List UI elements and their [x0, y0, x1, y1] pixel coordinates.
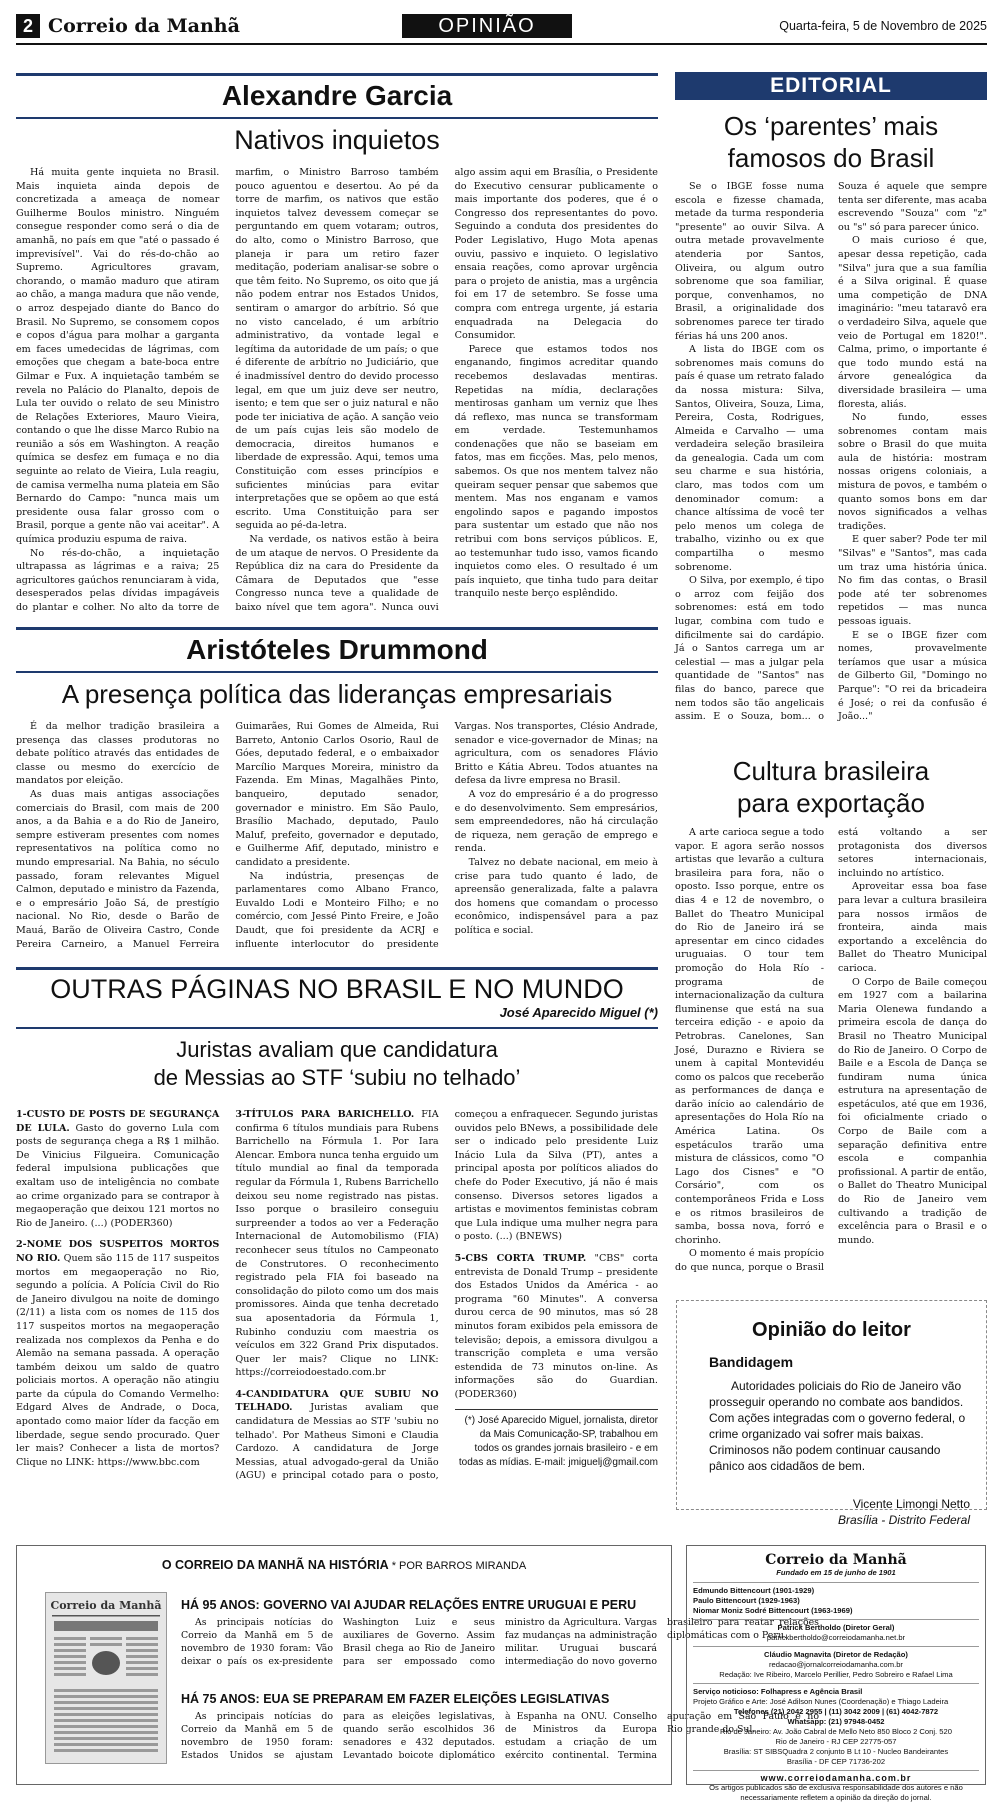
paragraph: O Silva, por exemplo, é tipo o arroz com feijão dos sobrenomes: está em todo lugar, combina com tudo e dificilmente sai do cardápio. Já o Santos carrega um ar celestial — mas a julgar pela quantidade de "Santos" nas filas do banco, parece que nem todos são tão angelicais assim. E o Souza, bom... o Souza é aquele que sempre tenta ser diferente, mas acaba escrevendo "Souza" com "z" ou "s" só para parecer único. — [675, 181, 987, 723]
page-number: 2 — [16, 14, 40, 38]
paragraph: Na verdade, os nativos estão à beira de um ataque de nervos. O Presidente da República diz na cara do Presidente da Câmara de Deputados que "esse Congresso nunca teve a qualidade de baixo nível que tem agora". Nunca ouvi algo assim aqui em Brasília, o Presidente do Executivo censurar publicamente o mais importante dos poderes, que é o Congresso dos representantes do povo. Seguindo a conduta dos presidentes do Poder Legislativo, Hugo Mota apenas ouviu, passivo e inquieto. O legislativo ensaia reações, como aprovar urgência para o projeto de anistia, mas a urgência foi em 17 de setembro. Se fosse uma compra com entrega urgente, já estaria enquadrada na Delegacia do Consumidor. — [235, 167, 658, 613]
brand-name: Correio da Manhã — [48, 15, 240, 37]
history-header — [17, 1558, 671, 1572]
history-entry-body — [181, 1616, 819, 1680]
news-item-body: Quem são 115 de 117 suspeitos mortos em megaoperação no Rio, segundo a polícia. A Polícia Civil do Rio de Janeiro divulgou na noite de domingo (2/11) a lista com os nomes de 115 dos 117 suspeitos mortos na megaoperação realizada nos complexos da Penha e do Alemão na semana passada. A operação também deixou um saldo de quatro policiais mortos. A operação não atingiu parte da cúpula do Comando Vermelho: Edgard Alves de Andrade, o Doca, apontado como maior líder da facção em liberdade, segue sendo procurado. Quer ler mais? Conhecer a lista de mortos? Clique no LINK: https://www.bbc.com — [16, 1252, 220, 1468]
graphic-design: Projeto Gráfico e Arte: José Adilson Nunes (Coordenação) e Thiago Ladeira — [693, 1697, 949, 1706]
paragraph: Se o IBGE fosse numa escola e fizesse chamada, metade da turma responderia "presente" ao ouvir Silva. A outra metade provavelmente atenderia por Santos, Oliveira, ou algum outro sobrenome que soa familiar, porque, convenhamos, no Brasil, a originalidade dos sobrenomes parece ter tirado férias há uns 200 anos. — [675, 181, 824, 342]
editor-in-chief: Cláudio Magnavita (Diretor de Redação) — [764, 1650, 908, 1659]
article-title-line1: Juristas avaliam que candidatura — [176, 1037, 498, 1062]
article-rule — [16, 627, 658, 630]
article-title-wrap — [16, 1036, 658, 1092]
history-entry-title: HÁ 95 ANOS: GOVERNO VAI AJUDAR RELAÇÕES ENTRE URUGUAI E PERU — [181, 1598, 637, 1612]
website-link[interactable]: www.correiodamanha.com.br — [760, 1773, 912, 1783]
newspaper-scan-icon — [46, 1593, 166, 1763]
paragraph: As principais notícias do Correio da Manhã em 5 de novembro de 1950 foram: Estados Unidos se ajustam para as eleições legislativas, quando serão escolhidos 36 senadores e 432 deputados. Levantado boicote diplomático à Espanha na ONU. Conselho de Ministros da Europa estudam a criação de um exército continental. Termina apuração em São Paulo e no Rio grande do Sul. — [181, 1711, 819, 1761]
editorial-title-wrap — [675, 110, 987, 174]
article-title-wrap — [16, 676, 658, 712]
reader-opinion-box — [676, 1300, 987, 1527]
founder: Paulo Bittencourt (1929-1963) — [693, 1596, 800, 1605]
news-service: Serviço noticioso: Folhapress e Agência Brasil — [693, 1687, 863, 1696]
phone-numbers: Telefones (21) 2042 2955 | (11) 3042 2009 | (61) 4042-7872 — [733, 1707, 939, 1716]
rio-address: Rio de Janeiro: Av. João Cabral de Mello Neto 850 Bloco 2 Conj. 520 — [720, 1727, 952, 1736]
page-header — [16, 14, 987, 42]
paragraph: Na indústria, presenças de parlamentares como Albano Franco, Euvaldo Lodi e Monteiro Filho; e no comércio, com Jessé Pinto Freire, e João Daudt, que foi presidente da ACRJ e influente interlocutor do presidente Vargas. Nos transportes, Clésio Andrade, senador e vice-governador de Minas; na agricultura, com os senadores Flávio Britto e Kátia Abreu. Todos atuantes na defesa da livre empresa no Brasil. — [235, 721, 658, 950]
news-item-head: 3-TÍTULOS PARA BARICHELLO. — [235, 1109, 415, 1120]
history-header-title: O CORREIO DA MANHÃ NA HISTÓRIA — [161, 1558, 389, 1572]
director-email: patrickbertholdo@correiodamanha.net.br — [766, 1633, 906, 1642]
article-title: A presença política das lideranças empresariais — [61, 679, 613, 709]
paragraph: Talvez no debate nacional, em meio à crise para tudo quanto é lado, de apreensão generalizada, falte a palavra dos homens que comandam o processo econômico, indispensável para a paz política e social. — [454, 856, 658, 936]
paragraph: As duas mais antigas associações comerciais do Brasil, com mais de 200 anos, a da Bahia e a do Rio de Janeiro, sempre estiveram presentes com nomes representativos na política como no mundo empresarial. Na Bahia, no século passado, foram relevantes Miguel Calmon, deputado e ministro da Fazenda, e o empresário João Sá, de prestígio nacional. No Rio, desde o Barão de Mauá, Barão de Oliveira Castro, Conde Pereira Carneiro, a Manuel Ferreira Guimarães, Rui Gomes de Almeida, Rui Barreto, Antonio Carlos Osorio, Raul de Góes, deputado federal, e o embaixador Marcílio Marques Moreira, ministro da Fazenda. Em Minas, Magalhães Pinto, banqueiro, deputado senador, governador e ministro. Em São Paulo, Brasílio Machado, deputado, Paulo Maluf, prefeito, governador e deputado, e Guilherme Afif, deputado, ministro e candidato a presidente. — [16, 721, 439, 950]
paragraph: É da melhor tradição brasileira a presença das classes produtoras no debate político através das entidades de classe ou mesmo do exercício de mandatos por eleição. — [16, 721, 220, 787]
article-rule — [16, 967, 658, 970]
reader-signature: Vicente Limongi Netto — [852, 1497, 970, 1511]
news-item — [16, 1238, 219, 1469]
paragraph: No fundo, esses sobrenomes contam mais sobre o Brasil do que muita aula de história: mostram nossas origens coloniais, a mistura de povos, e também o quanto somos bons em dar novos significados a velhas tradições. — [838, 412, 987, 532]
author-name: Alexandre Garcia — [221, 80, 453, 111]
article-title-wrap — [16, 122, 658, 158]
paragraph: Aproveitar essa boa fase para levar a cultura brasileira para nossos irmãos de fronteira, ainda mais exportando a excelência do Ballet do Theatro Municipal carioca. — [838, 881, 987, 974]
paragraph: O momento é mais propício do que nunca, porque o Brasil está voltando a ser protagonista dos diversos setores internacionais, incluindo no artístico. — [675, 827, 987, 1273]
founder: Edmundo Bittencourt (1901-1929) — [693, 1586, 815, 1595]
article-aristoteles-drummond — [16, 633, 658, 667]
author-name: Aristóteles Drummond — [186, 634, 488, 665]
news-item-body: "CBS" corta entrevista de Donald Trump – presidente dos Estados Unidos da América - ao programa "60 Minutes". A conversa durou cerca de 90 minutos, mas só 28 minutos foram exibidos pela emissora de televisão; depois, a emissora divulgou a transcrição completa e uma versão estendida de 73 minutos on-line. As informações são do Guardian. (PODER360) — [454, 1252, 658, 1400]
editorial-body — [675, 180, 987, 745]
archive-front-page-image — [45, 1592, 167, 1764]
paragraph: Parece que estamos todos nos enganando, fingimos acreditar quando recebemos deslavadas mentiras. Repetidas na mídia, declarações mentirosas ganham um verniz que lhes dá reflexo, mas nunca se transformam em verdade. Testemunhamos condenações que não se baseiam em fatos, mas em ficções. Mas, pelo menos, sabemos. Os que nos mentem talvez não queiram sequer pensar que sabemos que mentem. Mas nos enganam e vamos engolindo sapos e pagando impostos para sustentar um estado que não nos retribui com bons serviços públicos. E, ao testemunhar tudo isso, vamos ficando inquietos como eles. O resultado é um país inquieto, que tinha tudo para deitar tranquilo neste berço esplêndido. — [454, 343, 658, 600]
news-item-body: Gasto do governo Lula com posts de segurança chega a R$ 1 milhão. De Vinicius Filgueira. Comunicação federal impulsiona publicações que exaltam uso de inteligência no combate ao crime organizado para se contrapor à megaoperação que deixou 121 mortos no Rio de Janeiro. (...) (PODER360) — [16, 1122, 220, 1229]
news-item-head: 4-CANDIDATURA QUE SUBIU NO TELHADO. — [235, 1388, 439, 1414]
paragraph: As principais notícias do Correio da Manhã em 5 de novembro de 1930 foram: Vão deixar o país os ex-presidente Washington Luiz e seus auxiliares de Governo. Assim Brasil chega ao Rio de Janeiro para ser empossado como ministro da Agricultura. Vargas faz mudanças na administração militar. Uruguai buscará intermediação do novo governo brasileiro para reatar relações diplomáticas com o Peru. — [181, 1617, 819, 1667]
editorial-title: Os ‘parentes’ mais famosos do Brasil — [723, 111, 939, 173]
publication-date: Quarta-feira, 5 de Novembro de 2025 — [779, 19, 987, 33]
brasilia-cep: Brasília - DF CEP 71736-202 — [786, 1757, 886, 1766]
paragraph: O Corpo de Baile começou em 1927 com a bailarina Maria Olenewa fundando a primeira escola de dança do Brasil no Theatro Municipal do Rio de Janeiro. O Corpo de Baile e a Escola de Dança se fundiram numa única estrutura na apresentação de espetáculos, até que em 1936, foi oficialmente criado o Corpo de Baile com a separação definitiva entre escola e companhia profissional. A partir de então, o Ballet do Theatro Municipal do Rio de Janeiro vem cultivando a tradição de excelência para o Brasil e o mundo. — [838, 976, 987, 1246]
cultura-body — [675, 826, 987, 1281]
whatsapp: Whatsapp: (21) 97948-0452 — [787, 1717, 885, 1726]
paragraph: O mais curioso é que, apesar dessa repetição, cada "Silva" jura que a sua família é a Silva original. É quase uma competição de DNA imaginário: "meu tataravô era o verdadeiro Silva, aquele que veio de Portugal em 1820!". Calma, primo, o importante é que todo mundo está na árvore genealógica da diversidade brasileira — uma floresta, aliás. — [838, 235, 987, 410]
paragraph: A arte carioca segue a todo vapor. E agora serão nossos artistas que levarão a cultura brasileira para fora, não o oposto. Isso porque, entre os dias 4 e 12 de novembro, o Ballet do Theatro Municipal do Rio de Janeiro irá se apresentar em cinco cidades uruguaias. O tour tem promoção do Hola Río - programa de internacionalização da cultura fluminense que está na sua terceira edição - e apoio da Petrobras. Canelones, San José, Durazno e Riviera se unem à capital Montevidéu como os palcos que receberão as performances de dança e darão início ao calendário de apresentações do Hola Río na América Latina. Os espetáculos trarão uma mistura de clássicos, como "O Lago dos Cisnes" e "O Corsário", com os contemporâneos Frida e Loss e os ritmos brasileiros de samba, bossa nova, forró e chorinho. — [675, 827, 824, 1246]
paragraph: E quer saber? Pode ter mil "Silvas" e "Santos", mas cada um traz uma história única. No fim das contas, o Brasil pode até ter sobrenomes repetidos — mas nunca pessoas iguais. — [838, 534, 987, 627]
history-entry-body — [181, 1710, 819, 1774]
cultura-title-wrap — [675, 755, 987, 819]
news-item — [455, 1252, 658, 1402]
header-divider — [16, 43, 987, 45]
cultura-title-line2: para exportação — [737, 788, 925, 818]
news-item-body: FIA confirma 6 títulos mundiais para Rubens Barrichello na Fórmula 1. Por Iara Alencar. Embora nunca tenha erguido um título mundial ao final da temporada regular da Fórmula 1, Rubens Barrichello deixou seu nome registrado nas pistas. Isso porque o brasileiro conseguiu surpreender a todos ao ver a Federação Internacional de Automobilismo (FIA) reconhecer seus títulos no Campeonato de Construtores. O reconhecimento registrado pela FIA foi baseado na consolidação do piloto como um dos mais promissores. Ainda que tenha decretado sua aposentadoria da Fórmula 1, Rubinho conduziu com maestria os veículos em 322 Grand Prix disputados. Quer ler mais? Clique no LINK: https://correiodoestado.com.br — [235, 1109, 439, 1379]
news-item-body: Juristas avaliam que candidatura de Messias ao STF 'subiu no telhado'. Por Matheus Simoni e Claudia Cardozo. A candidatura de Jorge Messias, atual advogado-geral da União (AGU) e principal cotado para o posto, começou a enfraquecer. Segundo juristas ouvidos pelo BNews, a possibilidade dele ser o indicado pelo presidente Luiz Inácio Lula da Silva (PT), antes a principal aposta por políticos aliados do chefe do Poder Executivo, já não é mais consenso. Diversos setores ligados a artistas e movimentos feministas cobram que Lula indique uma mulher negra para o posto. (...) (BNEWS) — [235, 1109, 658, 1482]
founder: Niomar Moniz Sodré Bittencourt (1963-1969) — [693, 1606, 853, 1615]
director-general: Patrick Bertholdo (Diretor Geral) — [777, 1623, 895, 1632]
cultura-title-line1: Cultura brasileira — [732, 756, 930, 786]
news-item-head: 1-CUSTO DE POSTS DE SEGURANÇA DE LULA. — [16, 1109, 220, 1134]
editor-email: redacao@jornalcorreiodamanha.com.br — [769, 1660, 903, 1669]
article-rule — [16, 73, 658, 76]
news-item — [235, 1108, 438, 1380]
article-rule — [16, 1027, 658, 1029]
masthead-founded: Fundado em 15 de junho de 1901 — [776, 1568, 896, 1577]
section-label: OPINIÃO — [402, 14, 572, 38]
masthead-box — [686, 1545, 986, 1802]
news-item-head: 2-NOME DOS SUSPEITOS MORTOS NO RIO. — [16, 1239, 220, 1264]
article-body — [16, 720, 658, 952]
archive-brand: Correio da Manhã — [50, 1599, 162, 1612]
article-title-line2: de Messias ao STF ‘subiu no telhado’ — [153, 1065, 521, 1090]
author-note: (*) José Aparecido Miguel, jornalista, diretor da Mais Comunicação-SP, trabalhou em todos os grandes jornais brasileiro - e em todas as mídias. E-mail: jmiguelj@gmail.com — [455, 1409, 658, 1470]
paragraph: A voz do empresário é a do progresso e do desenvolvimento. Sem empresários, sem empreendedores, não há circulação de riqueza, nem geração de emprego e renda. — [454, 788, 658, 855]
section-header: OUTRAS PÁGINAS NO BRASIL E NO MUNDO — [50, 974, 624, 1004]
brasilia-address: Brasília: ST SIBSQuadra 2 conjunto B Lt 10 - Nucleo Bandeirantes — [723, 1747, 949, 1756]
outras-body — [16, 1108, 658, 1512]
paragraph: A lista do IBGE com os sobrenomes mais comuns do país é quase um retrato falado da nossa mistura: Silva, Santos, Oliveira, Souza, Lima, Pereira, Costa, Rodrigues, Almeida e Carvalho — uma verdadeira seleção brasileira da genealogia. Cada um com seu charme e sua história, claro, mas todos com um denominador comum: a chance altíssima de você ter pelo menos um colega de trabalho, vizinho ou ex que compartilha o mesmo sobrenome. — [675, 344, 824, 573]
reader-opinion-title: Opinião do leitor — [752, 1319, 911, 1341]
paragraph: No rés-do-chão, a inquietação ultrapassa as lágrimas e a raiva; 25 agricultores gaúchos renunciaram à vida, desesperados pelas dívidas impagáveis do plantar e colher. No alto da torre de marfim, o Ministro Barroso também pouco aguentou e desertou. Ao pé da torre de marfim, os nativos que estão inquietos talvez devessem começar se perguntando em quem votaram; outros, do alto, como o Ministro Barroso, que planeja ir para um retiro fazer meditação, poderiam analisar-se sobre o que têm feito. No Supremo, os oito que já não podem entrar nos Estados Unidos, sentiram o amargor do arbítrio. Só que no visto cancelado, é um arbítrio administrativo, da vontade legal e legítima da autoridade de um país; o que é diferente de arbítrio no Judiciário, que é inadmissível dentro do devido processo legal, em que um juiz deve ser neutro, isento; e tem que ser o juiz natural e não pode ter iniciativa de ação. A sanção veio de um país cujas leis são modelo de democracia, direitos humanos e liberdade de expressão. Aqui, temos uma Constituição com esses princípios e suficientes minúcias para evitar interpretações que se opõem ao que está escrito. Uma Constituição para ser seguida ao pé-da-letra. — [16, 167, 439, 613]
byline: José Aparecido Miguel (*) — [499, 1005, 658, 1020]
rio-cep: Rio de Janeiro - RJ CEP 22775-057 — [775, 1737, 897, 1746]
article-rule — [16, 671, 658, 673]
article-alexandre-garcia — [16, 79, 658, 113]
masthead-brand: Correio da Manhã — [765, 1552, 907, 1568]
news-item — [16, 1108, 219, 1230]
outras-paginas-section — [16, 973, 658, 1021]
reader-opinion-subtitle: Bandidagem — [709, 1354, 794, 1370]
disclaimer: Os artigos publicados são de exclusiva responsabilidade dos autores e não necessariamente refletem a opinião da direção do jornal. — [709, 1783, 963, 1802]
paragraph: E se o IBGE fizer com nomes, provavelmente teríamos que usar a música de Gilberto Gil, "Domingo no Parque": "O rei da bricadeira é José; o rei da confusão é João..." — [838, 629, 987, 723]
reader-opinion-body: Autoridades policiais do Rio de Janeiro vão prosseguir operando no combate aos bandidos. Com ações integradas com o governo federal, o crime organizado vai sofrer mais baixas. Criminosos não podem continuar causando pânico aos cidadãos de bem. — [709, 1379, 966, 1473]
paragraph: Há muita gente inquieta no Brasil. Mais inquieta ainda depois de concretizada a ameaça de nomear Guilherme Boulos ministro. Ninguém consegue responder como será o dia de amanhã, no país em que "até o passado é imprevisível". Vai do rés-do-chão ao Supremo. Agricultores gravam, chorando, o mamão maduro que atiram ao chão, a manga madura que não vende, o arroz despejado diante do Banco do Brasil. No Supremo, se consomem copos e copos d'água para molhar a garganta em faces umedecidas de lágrimas, com emoções que chegam a bate-boca entre Gilmar e Fux. A inquietação também se revela no Palácio do Planalto, depois de Lula ter ouvido o relato de seu Ministro de Relações Exteriores, Mauro Vieira, contando o que lhe disse Marco Rubio na reunião a sós em Washington. A reação química se desfez em fumaça e no dia seguinte ao relato de Vieira, Lula reagiu, de camisa vermelha numa plateia em São Bernardo do Campo: "nunca mais um presidente ousa falar grosso com o Brasil, porque a gente não vai aceitar". A química produziu espuma de raiva. — [16, 167, 220, 546]
history-entry-title: HÁ 75 ANOS: EUA SE PREPARAM EM FAZER ELEIÇÕES LEGISLATIVAS — [181, 1692, 610, 1706]
article-title: Nativos inquietos — [234, 125, 440, 155]
article-rule — [16, 117, 658, 119]
article-body — [16, 166, 658, 626]
history-header-by: * POR BARROS MIRANDA — [391, 1560, 527, 1572]
editorial-tag: EDITORIAL — [675, 72, 987, 100]
reader-location: Brasília - Distrito Federal — [837, 1513, 970, 1527]
news-item-head: 5-CBS CORTA TRUMP. — [454, 1252, 587, 1264]
newsroom-staff: Redação: Ive Ribeiro, Marcelo Perillier, Pedro Sobreiro e Rafael Lima — [719, 1670, 953, 1679]
